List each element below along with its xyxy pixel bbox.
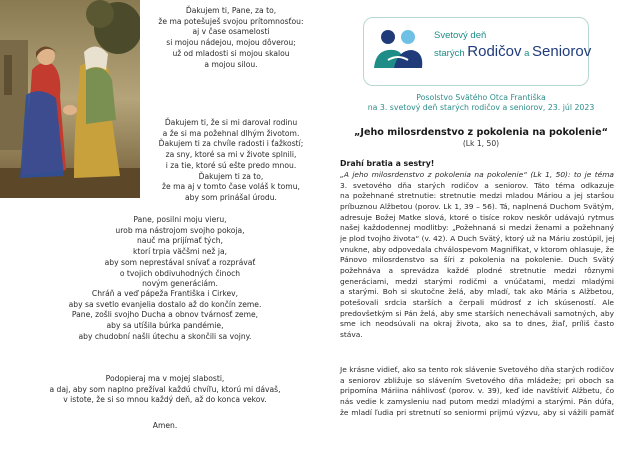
prayer-line: o tvojich obdivuhodných činoch bbox=[119, 268, 241, 278]
text-line: „A jeho milosrdenstvo z pokolenia na pokolenie“ (Lk 1, 50): to je téma bbox=[340, 170, 614, 179]
text-line: Je krásne vidieť, ako sa tento rok slávenie Svetového dňa starých rodičov bbox=[340, 365, 614, 374]
prayer-amen bbox=[40, 421, 290, 432]
prayer-line: Chráň a veď pápeža Františka i Cirkev, bbox=[91, 289, 239, 298]
text-line: potešovali srdcia starších a čerpali múdrosť z ich skúseností. Ale bbox=[340, 297, 614, 307]
text-line: sme ich neodsúvali na okraj života, ako sa to dnes, žiaľ, príliš často bbox=[340, 319, 614, 329]
text-line: generáciami, medzi starými rodičmi a vnúčatami, medzi mladými bbox=[340, 276, 614, 286]
prayer-stanza-3 bbox=[80, 215, 280, 290]
text-line: Pánovo milosrdenstvo sa šíri z pokolenia na pokolenie. Duch Svätý bbox=[340, 255, 614, 265]
prayer-line: ktorí trpia väčšmi než ja, bbox=[132, 247, 228, 257]
prayer-line: Ďakujem ti, Pane, za to, bbox=[185, 6, 277, 15]
prayer-line: Pane, posilni moju vieru, bbox=[133, 215, 227, 224]
prayer-line: a že si ma požehnal dlhým životom. bbox=[162, 128, 300, 138]
prayer-line: Pane, zošli svojho Ducha a obnov tvárnosť zeme, bbox=[71, 310, 259, 320]
logo-word: starých bbox=[434, 48, 468, 59]
prayer-line: v istote, že si so mnou každý deň, až do konca vekov. bbox=[63, 395, 267, 405]
text-line: je plod tvojho života“ (v. 42). A Duch Svätý, ktorý už na Máriu zostúpil, jej bbox=[340, 233, 615, 243]
text-line: nás vedie k zamysleniu nad putom medzi mladými a starými. Pán dúfa, bbox=[340, 396, 614, 406]
prayer-line: Ďakujem ti, že si mi daroval rodinu bbox=[164, 118, 298, 127]
prayer-line: aby sa svetlo evanjelia dostalo až do končín zeme. bbox=[68, 299, 262, 309]
text-line: pripomína Máriina náhlivosť (porov. v. 39), keď ide navštíviť Alžbetu, čo bbox=[340, 386, 614, 396]
prayer-line: Podopieraj ma v mojej slabosti, bbox=[105, 374, 225, 383]
logo-word: a bbox=[521, 48, 533, 59]
prayer-stanza-2 bbox=[142, 118, 320, 204]
prayer-stanza-1 bbox=[142, 6, 320, 70]
text-line: adresuje Božej Matke slová, ktoré o tisíce rokov neskôr udávajú rytmus bbox=[340, 212, 614, 222]
text-line: a starými. Boh si skutočne želá, aby mladí, tak ako Mária s Alžbetou, bbox=[340, 287, 614, 297]
subtitle-event: na 3. svetový deň starých rodičov a seniorov, 23. júl 2023 bbox=[367, 103, 595, 112]
prayer-line: a mojou silou. bbox=[204, 59, 258, 69]
scripture-reference: (Lk 1, 50) bbox=[462, 139, 500, 148]
prayer-line: že ma aj v tomto čase voláš k tomu, bbox=[162, 182, 300, 192]
text-line: príbuznou Alžbetou (porov. Lk 1, 39 – 56). Tá, naplnená Duchom Svätým, bbox=[340, 201, 614, 211]
prayer-line: za sny, ktoré sa mi v živote splnili, bbox=[165, 150, 297, 160]
prayer-stanza-5 bbox=[40, 374, 290, 406]
logo-word: Seniorov bbox=[532, 43, 592, 60]
prayer-line: aby chudobní našli útechu a skončili sa vojny. bbox=[78, 331, 252, 341]
prayer-line: nauč ma prijímať tých, bbox=[137, 236, 223, 246]
document-title: „Jeho milosrdenstvo z pokolenia na pokolenie“ bbox=[354, 127, 608, 138]
prayer-line: aby sa utíšila búrka pandémie, bbox=[106, 321, 224, 331]
prayer-line: už od mladosti si mojou skalou bbox=[172, 48, 290, 58]
paragraph-2 bbox=[340, 365, 614, 418]
painting-visitation bbox=[0, 0, 140, 198]
text-line: vnukne, aby odpovedala chválospevom Magnifikat, v ktorom ohlasuje, že bbox=[340, 244, 614, 254]
text-line: 3. svetového dňa starých rodičov a seniorov. Táto téma odkazuje bbox=[340, 180, 614, 190]
prayer-line: aby som neprestával snívať a rozprávať bbox=[104, 257, 256, 267]
prayer-line: že ma potešuješ svojou prítomnosťou: bbox=[158, 16, 304, 26]
subtitle-message: Posolstvo Svätého Otca Františka bbox=[416, 93, 546, 102]
prayer-stanza-4 bbox=[40, 289, 290, 343]
text-line: predovšetkým si Pán želá, aby sme starších nenechávali samotných, aby bbox=[340, 308, 614, 318]
prayer-line: urob ma nástrojom svojho pokoja, bbox=[115, 225, 245, 235]
logo-line-2 bbox=[434, 43, 591, 60]
greeting: Drahí bratia a sestry! bbox=[340, 159, 435, 168]
logo-word: Rodičov bbox=[467, 43, 522, 60]
text-line: požehnáva a sprevádza každé plodné stretnutie medzi rôznymi bbox=[340, 265, 614, 275]
prayer-line: Amen. bbox=[152, 421, 178, 430]
prayer-line: novým generáciám. bbox=[142, 279, 218, 289]
prayer-line: a daj, aby som naplno prežíval každú chvíľu, ktorú mi dávaš, bbox=[49, 384, 281, 394]
text-line: že mladí ľudia pri stretnutí so seniormi prijmú výzvu, aby si vážili pamäť bbox=[340, 407, 614, 417]
text-line: a seniorov zbližuje so slávením Svetového dňa mládeže; pri oboch sa bbox=[340, 375, 614, 385]
prayer-line: i za tie, ktoré sú ešte predo mnou. bbox=[165, 160, 297, 170]
text-line: našej každodennej modlitby: „Požehnaná si medzi ženami a požehnaný bbox=[340, 223, 614, 233]
prayer-line: aby som prinášal úrodu. bbox=[185, 192, 277, 202]
prayer-line: aj v čase osamelosti bbox=[192, 27, 270, 37]
logo-line-1: Svetový deň bbox=[434, 30, 487, 41]
prayer-line: si mojou nádejou, mojou dôverou; bbox=[166, 38, 296, 48]
paragraph-1 bbox=[340, 170, 614, 341]
logo-figures-icon bbox=[372, 28, 424, 76]
event-logo bbox=[363, 17, 592, 86]
text-line: stáva. bbox=[340, 329, 363, 339]
text-line: na požehnané stretnutie: stretnutie medzi mladou Máriou a jej staršou bbox=[340, 191, 614, 201]
prayer-line: Ďakujem ti za chvíle radosti i ťažkostí; bbox=[158, 139, 304, 149]
prayer-line: Ďakujem ti za to, bbox=[198, 171, 264, 181]
